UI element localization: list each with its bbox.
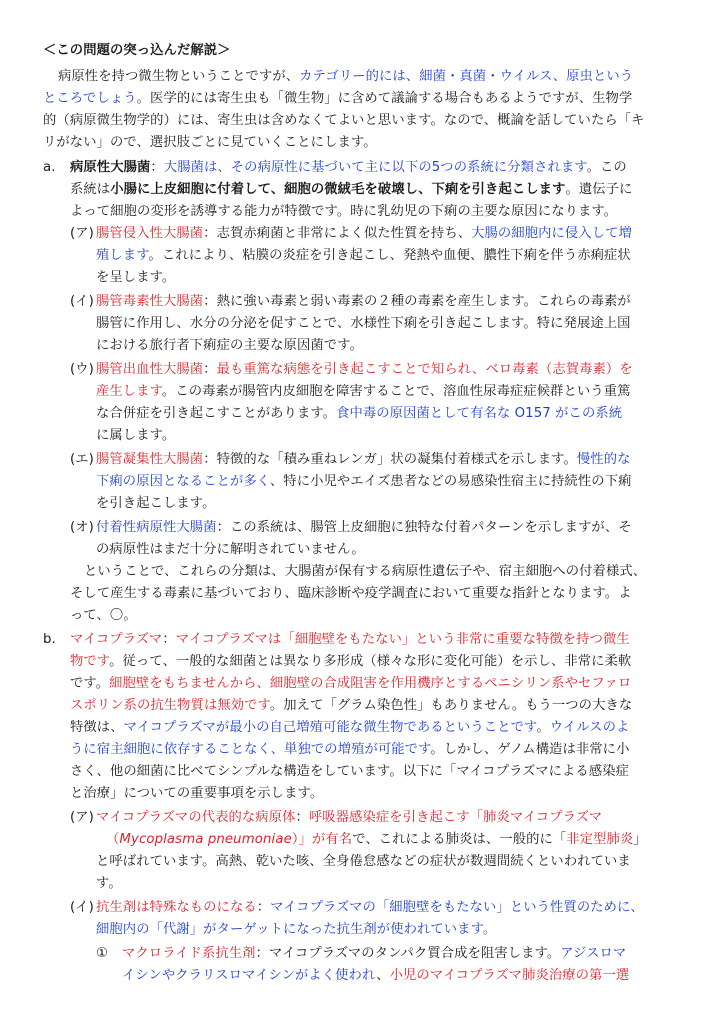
a-item-3-line-1: (ウ) 腸管出血性大腸菌：最も重篤な病態を引き起こすことで知られ、ベロ毒素（志賀毒素）を xyxy=(70,362,633,377)
a-item-4-line-1: (エ) 腸管凝集性大腸菌：特徴的な「積み重ねレンガ」状の凝集付着様式を示します。慢性的な xyxy=(70,452,631,467)
b-item-1-line-1: (ア) マイコプラズマの代表的な病原体：呼吸器感染症を引き起こす「肺炎マイコプラズマ xyxy=(70,810,603,825)
intro-line-4: リがない」ので、選択肢ごとに見ていくことにします。 xyxy=(43,135,377,150)
a-item-2-line-3: における旅行者下痢症の主要な原因菌です。 xyxy=(96,338,363,353)
a-item-5-line-1: (オ) 付着性病原性大腸菌：この系統は、腸管上皮細胞に独特な付着パターンを示しますが、そ xyxy=(70,520,632,535)
a-item-4-line-2: 下痢の原因となることが多く、特に小児やエイズ患者などの易感染性宿主に持続性の下痢 xyxy=(96,474,632,489)
b-item-2-line-1: (イ) 抗生剤は特殊なものになる：マイコプラズマの「細胞壁をもたない」という性質のために、 xyxy=(70,900,644,915)
intro-line-2: ところでしょう。医学的には寄生虫も「微生物」に含めて議論する場合もあるようですが、生物学 xyxy=(43,91,633,106)
a-item-4-line-3: を引き起こします。 xyxy=(96,496,216,511)
b-subitem-1-line-1: ① マクロライド系抗生剤：マイコプラズマのタンパク質合成を阻害します。アジスロマ xyxy=(96,946,627,961)
b-item-1-line-3: と呼ばれています。高熱、乾いた咳、全身倦怠感などの症状が数週間続くといわれていま xyxy=(96,854,631,869)
page-heading: ＜この問題の突っ込んだ解説＞ xyxy=(43,43,231,58)
intro-line-1: 病原性を持つ微生物ということですが、カテゴリー的には、細菌・真菌・ウイルス、原虫という xyxy=(58,69,634,84)
a-item-2-line-1: (イ) 腸管毒素性大腸菌：熱に強い毒素と弱い毒素の２種の毒素を産生します。これらの毒素が xyxy=(70,294,631,309)
b-item-1-line-4: す。 xyxy=(96,876,122,891)
a-item-1-line-3: を呈します。 xyxy=(96,270,176,285)
a-item-3-line-2: 産生します。この毒素が腸管内皮細胞を障害することで、溶血性尿毒症症候群という重篤 xyxy=(96,384,631,399)
choice-a-line-3: よって細胞の変形を誘導する能力が特徴です。時に乳幼児の下痢の主要な原因になります。 xyxy=(70,204,618,219)
a-item-3-line-4: に属します。 xyxy=(96,428,176,443)
choice-b-line-7: さく、他の細菌に比べてシンプルな構造をしています。以下に「マイコプラズマによる感染症 xyxy=(70,764,630,779)
b-item-2-line-2: 細胞内の「代謝」がターゲットになった抗生剤が使われています。 xyxy=(96,922,497,937)
choice-b-line-4: スポリン系の抗生物質は無効です。加えて「グラム染色性」もありません。もう一つの大きな xyxy=(70,698,633,713)
choice-a-line-2: 系統は小腸に上皮細胞に付着して、細胞の微絨毛を破壊し、下痢を引き起こします。遺伝子に xyxy=(70,182,633,197)
a-item-1-line-1: (ア) 腸管侵入性大腸菌：志賀赤痢菌と非常によく似た性質を持ち、大腸の細胞内に侵入して増 xyxy=(70,226,632,241)
b-item-1-line-2: （Mycoplasma pneumoniae）」が有名で、これによる肺炎は、一般的に「非定型肺炎」 xyxy=(106,832,647,847)
choice-a-line-1: 病原性大腸菌：大腸菌は、その病原性に基づいて主に以下の5つの系統に分類されます。この xyxy=(70,160,627,175)
choice-b-line-5: 特徴は、マイコプラズマが最小の自己増殖可能な微生物であるということです。ウイルスのよ xyxy=(70,720,630,735)
a-item-1-line-2: 殖します。これにより、粘膜の炎症を引き起こし、発熱や血便、膿性下痢を伴う赤痢症状 xyxy=(96,248,631,263)
b-subitem-1-line-2: イシンやクラリスロマイシンがよく使われ、小児のマイコプラズマ肺炎治療の第一選 xyxy=(122,968,630,983)
choice-b-line-6: うに宿主細胞に依存することなく、単独での増殖が可能です。しかし、ゲノム構造は非常に小 xyxy=(70,742,630,757)
a-summary-line-3: って、〇。 xyxy=(70,608,137,623)
choice-b-marker: b. xyxy=(43,632,56,647)
choice-b-line-1: マイコプラズマ：マイコプラズマは「細胞壁をもたない」という非常に重要な特徴を持つ微生 xyxy=(70,632,630,647)
a-summary-line-1: ということで、これらの分類は、大腸菌が保有する病原性遺伝子や、宿主細胞への付着様式、 xyxy=(84,564,647,579)
choice-b-line-3: です。細胞壁をもちませんから、細胞壁の合成阻害を作用機序とするペニシリン系やセファロ xyxy=(70,676,632,691)
choice-b-line-8: と治療」についての重要事項を示します。 xyxy=(70,786,324,801)
a-item-5-line-2: の病原性はまだ十分に解明されていません。 xyxy=(96,542,365,557)
a-item-3-line-3: な合併症を引き起こすことがあります。食中毒の原因菌として有名な O157 がこの系統 xyxy=(96,406,623,421)
choice-a-marker: a. xyxy=(43,160,56,175)
a-summary-line-2: そして産生する毒素に基づいており、臨床診断や疫学調査において重要な指針となります。よ xyxy=(70,586,632,601)
a-item-2-line-2: 腸管に作用し、水分の分泌を促すことで、水様性下痢を引き起こします。特に発展途上国 xyxy=(96,316,631,331)
intro-line-3: 的（病原微生物学的）には、寄生虫は含めなくてよいと思います。なので、概論を話していたら「キ xyxy=(43,113,645,128)
choice-b-line-2: 物です。従って、一般的な細菌とは異なり多形成（様々な形に変化可能）を示し、非常に柔軟 xyxy=(70,654,632,669)
